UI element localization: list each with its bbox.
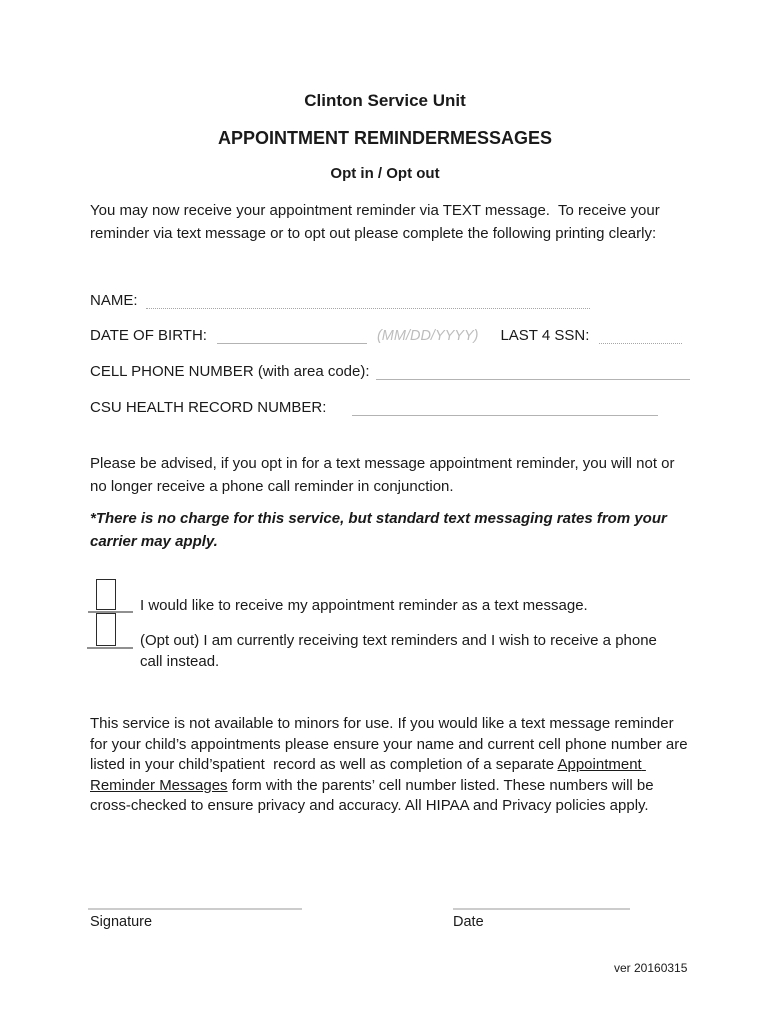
health-record-label: CSU HEALTH RECORD NUMBER:: [90, 399, 327, 416]
minors-policy-paragraph: [90, 714, 692, 817]
dob-input-line[interactable]: [217, 326, 367, 344]
cell-phone-input-line[interactable]: [376, 362, 690, 380]
name-input-line[interactable]: [146, 291, 590, 309]
opt-in-label: I would like to receive my appointment reminder as a text message.: [140, 597, 588, 614]
signature-label: Signature: [90, 914, 153, 930]
ssn-label: LAST 4 SSN:: [500, 327, 590, 344]
opt-out-checkbox[interactable]: [96, 613, 116, 646]
date-label: Date: [453, 914, 484, 930]
org-title: Clinton Service Unit: [304, 91, 466, 110]
cell-phone-label: CELL PHONE NUMBER (with area code):: [90, 363, 370, 380]
advisory-paragraph: Please be advised, if you opt in for a text message appointment reminder, you will not or no longer receive a phone call reminder in conjunction.: [90, 455, 679, 495]
name-label: NAME:: [90, 292, 138, 309]
form-title: APPOINTMENT REMINDERMESSAGES: [217, 128, 553, 148]
dob-label: DATE OF BIRTH:: [90, 327, 207, 344]
health-record-field-row: [90, 395, 658, 416]
opt-out-label: (Opt out) I am currently receiving text reminders and I wish to receive a phone call instead.: [140, 632, 657, 670]
opt-out-checkbox-underline: [87, 647, 133, 649]
dob-field-row: [90, 323, 682, 344]
health-record-input-line[interactable]: [352, 398, 658, 416]
form-subtitle: Opt in / Opt out: [330, 165, 440, 182]
version-text: ver 20160315: [614, 961, 688, 975]
dob-format-hint: (MM/DD/YYYY): [376, 328, 479, 344]
date-line[interactable]: [453, 908, 630, 910]
ssn-input-line[interactable]: [599, 326, 682, 344]
minors-policy-text-1: This service is not available to minors for use. If you would like a text message reminder for your child’s appointments please ensure your name and current cell phone number are listed in your child’spatient record as well as completion of a separate: [90, 715, 692, 773]
minors-policy-text-2: form with the parents’ cell number listed. These numbers will be cross-checked to ensure privacy and accuracy. All HIPAA and Privacy policies apply.: [90, 776, 658, 814]
cell-phone-field-row: [90, 359, 690, 380]
signature-line[interactable]: [88, 908, 302, 910]
intro-paragraph: You may now receive your appointment reminder via TEXT message. To receive your reminder via text message or to opt out please complete the following printing clearly:: [90, 202, 664, 242]
charge-notice: *There is no charge for this service, but standard text messaging rates from your carrier may apply.: [90, 510, 672, 550]
name-field-row: [90, 288, 590, 309]
opt-in-checkbox[interactable]: [96, 579, 116, 610]
minors-policy-underlined-form-name: Appointment Reminder Messages: [90, 756, 646, 794]
